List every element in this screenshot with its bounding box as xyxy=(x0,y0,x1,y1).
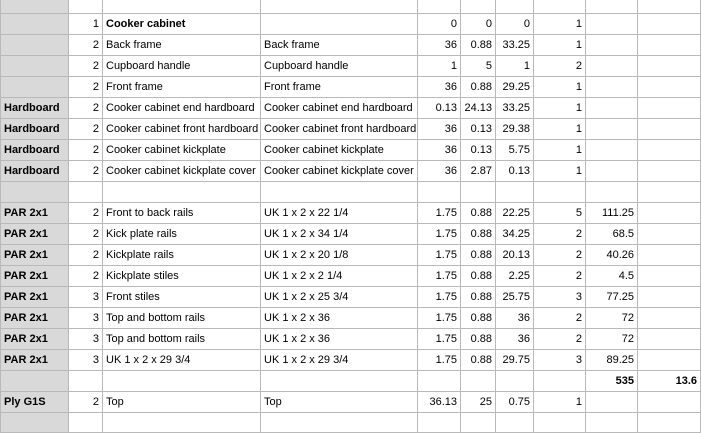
count-cell[interactable]: 2 xyxy=(534,307,586,328)
dimension-b-cell[interactable]: 0.88 xyxy=(461,286,496,307)
description-cell[interactable]: Front frame xyxy=(261,77,418,98)
total-cell[interactable] xyxy=(586,412,638,432)
description-cell[interactable]: UK 1 x 2 x 36 xyxy=(261,328,418,349)
qty-cell[interactable]: 3 xyxy=(69,328,103,349)
count-cell[interactable]: 1 xyxy=(534,77,586,98)
extra-cell[interactable] xyxy=(638,119,701,140)
dimension-a-cell[interactable] xyxy=(418,370,461,391)
material-cell[interactable]: Hardboard xyxy=(1,119,69,140)
part-name-cell[interactable]: Front frame xyxy=(103,77,261,98)
table-row xyxy=(1,0,701,14)
dimension-a-cell[interactable]: 1.75 xyxy=(418,328,461,349)
extra-cell[interactable] xyxy=(638,14,701,35)
qty-cell[interactable] xyxy=(69,182,103,202)
dimension-c-cell[interactable]: 33.25 xyxy=(496,35,534,56)
dimension-b-cell[interactable]: 0.13 xyxy=(461,140,496,161)
dimension-c-cell[interactable]: 5.75 xyxy=(496,140,534,161)
table-row xyxy=(1,328,701,349)
dimension-b-cell[interactable]: 0.88 xyxy=(461,328,496,349)
material-cell[interactable]: PAR 2x1 xyxy=(1,286,69,307)
extra-cell[interactable] xyxy=(638,412,701,432)
material-cell[interactable]: PAR 2x1 xyxy=(1,328,69,349)
table-row xyxy=(1,391,701,412)
extra-cell[interactable] xyxy=(638,98,701,119)
material-cell[interactable] xyxy=(1,35,69,56)
description-cell[interactable]: Cooker cabinet kickplate xyxy=(261,140,418,161)
part-name-cell[interactable]: Cupboard handle xyxy=(103,56,261,77)
extra-cell[interactable] xyxy=(638,0,701,14)
qty-cell[interactable]: 2 xyxy=(69,98,103,119)
description-cell[interactable]: UK 1 x 2 x 29 3/4 xyxy=(261,349,418,370)
count-cell[interactable] xyxy=(534,0,586,14)
count-cell[interactable]: 2 xyxy=(534,265,586,286)
dimension-b-cell[interactable]: 24.13 xyxy=(461,98,496,119)
count-cell[interactable]: 1 xyxy=(534,98,586,119)
qty-cell[interactable]: 3 xyxy=(69,286,103,307)
count-cell[interactable]: 2 xyxy=(534,56,586,77)
total-cell[interactable] xyxy=(586,56,638,77)
description-cell[interactable]: Cooker cabinet front hardboard xyxy=(261,119,418,140)
total-cell[interactable] xyxy=(586,391,638,412)
qty-cell[interactable] xyxy=(69,412,103,432)
description-cell[interactable]: Back frame xyxy=(261,35,418,56)
total-cell[interactable] xyxy=(586,0,638,14)
description-cell[interactable] xyxy=(261,182,418,202)
count-cell[interactable]: 2 xyxy=(534,223,586,244)
extra-cell[interactable] xyxy=(638,349,701,370)
dimension-c-cell[interactable]: 22.25 xyxy=(496,202,534,223)
dimension-c-cell[interactable]: 29.25 xyxy=(496,77,534,98)
dimension-a-cell[interactable]: 1.75 xyxy=(418,349,461,370)
table-row xyxy=(1,370,701,391)
dimension-b-cell[interactable] xyxy=(461,412,496,432)
qty-cell[interactable]: 2 xyxy=(69,140,103,161)
part-name-cell[interactable] xyxy=(103,370,261,391)
count-cell[interactable]: 3 xyxy=(534,349,586,370)
qty-cell[interactable]: 2 xyxy=(69,202,103,223)
part-name-cell[interactable]: Kickplate rails xyxy=(103,244,261,265)
total-cell[interactable] xyxy=(586,98,638,119)
count-cell[interactable] xyxy=(534,370,586,391)
table-row xyxy=(1,77,701,98)
extra-cell[interactable] xyxy=(638,35,701,56)
extra-cell[interactable] xyxy=(638,140,701,161)
material-cell[interactable]: PAR 2x1 xyxy=(1,202,69,223)
dimension-a-cell[interactable]: 36 xyxy=(418,77,461,98)
extra-cell[interactable] xyxy=(638,56,701,77)
dimension-b-cell[interactable]: 25 xyxy=(461,391,496,412)
qty-cell[interactable]: 2 xyxy=(69,119,103,140)
part-name-cell[interactable] xyxy=(103,412,261,432)
table-row xyxy=(1,349,701,370)
dimension-a-cell[interactable]: 36 xyxy=(418,140,461,161)
extra-cell[interactable] xyxy=(638,265,701,286)
table-row xyxy=(1,35,701,56)
dimension-b-cell[interactable]: 2.87 xyxy=(461,161,496,182)
part-name-cell[interactable]: Cooker cabinet kickplate xyxy=(103,140,261,161)
table-row xyxy=(1,223,701,244)
dimension-a-cell[interactable]: 36 xyxy=(418,161,461,182)
description-cell[interactable]: Cooker cabinet end hardboard xyxy=(261,98,418,119)
count-cell[interactable]: 1 xyxy=(534,35,586,56)
qty-cell[interactable] xyxy=(69,0,103,14)
dimension-a-cell[interactable]: 36 xyxy=(418,35,461,56)
dimension-a-cell[interactable]: 1.75 xyxy=(418,244,461,265)
part-name-cell[interactable]: Front stiles xyxy=(103,286,261,307)
count-cell[interactable]: 1 xyxy=(534,161,586,182)
material-cell[interactable]: Hardboard xyxy=(1,98,69,119)
dimension-a-cell[interactable] xyxy=(418,412,461,432)
qty-cell[interactable]: 2 xyxy=(69,77,103,98)
description-cell[interactable]: UK 1 x 2 x 20 1/8 xyxy=(261,244,418,265)
total-cell[interactable]: 4.5 xyxy=(586,265,638,286)
dimension-b-cell[interactable]: 0.88 xyxy=(461,202,496,223)
count-cell[interactable]: 3 xyxy=(534,286,586,307)
count-cell[interactable] xyxy=(534,182,586,202)
dimension-a-cell[interactable]: 1.75 xyxy=(418,286,461,307)
extra-cell[interactable] xyxy=(638,223,701,244)
dimension-b-cell[interactable]: 0.88 xyxy=(461,223,496,244)
part-name-cell[interactable]: Kickplate stiles xyxy=(103,265,261,286)
dimension-c-cell[interactable]: 36 xyxy=(496,307,534,328)
extra-cell[interactable] xyxy=(638,77,701,98)
dimension-c-cell[interactable] xyxy=(496,0,534,14)
dimension-a-cell[interactable]: 1.75 xyxy=(418,202,461,223)
material-cell[interactable]: Ply G1S xyxy=(1,391,69,412)
table-row xyxy=(1,161,701,182)
count-cell[interactable]: 2 xyxy=(534,328,586,349)
extra-cell[interactable] xyxy=(638,307,701,328)
description-cell[interactable] xyxy=(261,370,418,391)
extra-cell[interactable] xyxy=(638,328,701,349)
description-cell[interactable] xyxy=(261,14,418,35)
dimension-c-cell[interactable]: 29.75 xyxy=(496,349,534,370)
dimension-c-cell[interactable] xyxy=(496,370,534,391)
dimension-b-cell[interactable]: 0.88 xyxy=(461,349,496,370)
description-cell[interactable] xyxy=(261,0,418,14)
total-cell[interactable]: 72 xyxy=(586,328,638,349)
extra-cell[interactable] xyxy=(638,391,701,412)
table-body xyxy=(1,0,701,433)
dimension-b-cell[interactable]: 0.88 xyxy=(461,307,496,328)
count-cell[interactable]: 1 xyxy=(534,140,586,161)
dimension-c-cell[interactable]: 0.13 xyxy=(496,161,534,182)
dimension-c-cell[interactable]: 34.25 xyxy=(496,223,534,244)
dimension-b-cell[interactable]: 5 xyxy=(461,56,496,77)
total-cell[interactable] xyxy=(586,182,638,202)
material-cell[interactable]: PAR 2x1 xyxy=(1,265,69,286)
table-row xyxy=(1,98,701,119)
qty-cell[interactable]: 2 xyxy=(69,391,103,412)
part-name-cell[interactable]: UK 1 x 2 x 29 3/4 xyxy=(103,349,261,370)
total-cell[interactable]: 77.25 xyxy=(586,286,638,307)
dimension-a-cell[interactable]: 36 xyxy=(418,119,461,140)
total-cell[interactable]: 72 xyxy=(586,307,638,328)
material-cell[interactable]: Hardboard xyxy=(1,140,69,161)
qty-cell[interactable]: 3 xyxy=(69,307,103,328)
dimension-b-cell[interactable] xyxy=(461,182,496,202)
count-cell[interactable]: 1 xyxy=(534,14,586,35)
material-cell[interactable] xyxy=(1,182,69,202)
extra-cell[interactable] xyxy=(638,202,701,223)
description-cell[interactable]: UK 1 x 2 x 25 3/4 xyxy=(261,286,418,307)
dimension-a-cell[interactable]: 1.75 xyxy=(418,265,461,286)
total-cell[interactable] xyxy=(586,119,638,140)
qty-cell[interactable]: 2 xyxy=(69,244,103,265)
dimension-a-cell[interactable] xyxy=(418,182,461,202)
dimension-b-cell[interactable]: 0.13 xyxy=(461,119,496,140)
dimension-c-cell[interactable]: 0 xyxy=(496,14,534,35)
description-cell[interactable] xyxy=(261,412,418,432)
total-cell[interactable] xyxy=(586,77,638,98)
dimension-b-cell[interactable]: 0.88 xyxy=(461,244,496,265)
description-cell[interactable]: UK 1 x 2 x 34 1/4 xyxy=(261,223,418,244)
part-name-cell[interactable]: Cooker cabinet front hardboard xyxy=(103,119,261,140)
dimension-a-cell[interactable]: 1 xyxy=(418,56,461,77)
dimension-c-cell[interactable]: 1 xyxy=(496,56,534,77)
qty-cell[interactable]: 2 xyxy=(69,161,103,182)
description-cell[interactable]: Cooker cabinet kickplate cover xyxy=(261,161,418,182)
part-name-cell[interactable]: Front to back rails xyxy=(103,202,261,223)
dimension-c-cell[interactable]: 25.75 xyxy=(496,286,534,307)
qty-cell[interactable]: 2 xyxy=(69,223,103,244)
dimension-c-cell[interactable]: 2.25 xyxy=(496,265,534,286)
total-cell[interactable]: 40.26 xyxy=(586,244,638,265)
part-name-cell[interactable]: Top and bottom rails xyxy=(103,328,261,349)
table-row xyxy=(1,244,701,265)
part-name-cell[interactable] xyxy=(103,182,261,202)
material-cell[interactable]: PAR 2x1 xyxy=(1,244,69,265)
table-row xyxy=(1,412,701,432)
dimension-a-cell[interactable]: 0 xyxy=(418,14,461,35)
extra-cell[interactable] xyxy=(638,182,701,202)
total-cell[interactable] xyxy=(586,161,638,182)
material-cell[interactable] xyxy=(1,412,69,432)
total-cell[interactable]: 68.5 xyxy=(586,223,638,244)
dimension-a-cell[interactable] xyxy=(418,0,461,14)
count-cell[interactable]: 2 xyxy=(534,244,586,265)
count-cell[interactable]: 5 xyxy=(534,202,586,223)
dimension-c-cell[interactable] xyxy=(496,412,534,432)
total-cell[interactable] xyxy=(586,35,638,56)
dimension-b-cell[interactable]: 0 xyxy=(461,14,496,35)
material-cell[interactable]: PAR 2x1 xyxy=(1,349,69,370)
dimension-a-cell[interactable]: 1.75 xyxy=(418,223,461,244)
qty-cell[interactable]: 1 xyxy=(69,14,103,35)
table-row xyxy=(1,14,701,35)
count-cell[interactable]: 1 xyxy=(534,119,586,140)
material-cell[interactable] xyxy=(1,370,69,391)
table-row xyxy=(1,119,701,140)
table-row xyxy=(1,202,701,223)
total-cell[interactable] xyxy=(586,140,638,161)
qty-cell[interactable] xyxy=(69,370,103,391)
description-cell[interactable]: UK 1 x 2 x 22 1/4 xyxy=(261,202,418,223)
dimension-b-cell[interactable]: 0.88 xyxy=(461,35,496,56)
part-name-cell[interactable]: Cooker cabinet kickplate cover xyxy=(103,161,261,182)
dimension-c-cell[interactable]: 0.75 xyxy=(496,391,534,412)
dimension-a-cell[interactable]: 36.13 xyxy=(418,391,461,412)
total-cell[interactable]: 535 xyxy=(586,370,638,391)
material-cell[interactable] xyxy=(1,0,69,14)
total-cell[interactable] xyxy=(586,14,638,35)
qty-cell[interactable]: 2 xyxy=(69,35,103,56)
total-cell[interactable]: 89.25 xyxy=(586,349,638,370)
dimension-c-cell[interactable]: 20.13 xyxy=(496,244,534,265)
dimension-c-cell[interactable]: 36 xyxy=(496,328,534,349)
extra-cell[interactable]: 13.6 xyxy=(638,370,701,391)
part-name-cell[interactable] xyxy=(103,0,261,14)
part-name-cell[interactable]: Cooker cabinet end hardboard xyxy=(103,98,261,119)
dimension-a-cell[interactable]: 1.75 xyxy=(418,307,461,328)
material-cell[interactable] xyxy=(1,56,69,77)
count-cell[interactable] xyxy=(534,412,586,432)
description-cell[interactable]: Cupboard handle xyxy=(261,56,418,77)
part-name-cell[interactable]: Top and bottom rails xyxy=(103,307,261,328)
table-row xyxy=(1,140,701,161)
extra-cell[interactable] xyxy=(638,286,701,307)
dimension-c-cell[interactable]: 29.38 xyxy=(496,119,534,140)
dimension-a-cell[interactable]: 0.13 xyxy=(418,98,461,119)
count-cell[interactable]: 1 xyxy=(534,391,586,412)
table-row xyxy=(1,182,701,202)
qty-cell[interactable]: 3 xyxy=(69,349,103,370)
part-name-cell[interactable]: Cooker cabinet xyxy=(103,14,261,35)
qty-cell[interactable]: 2 xyxy=(69,56,103,77)
dimension-b-cell[interactable] xyxy=(461,0,496,14)
part-name-cell[interactable]: Kick plate rails xyxy=(103,223,261,244)
extra-cell[interactable] xyxy=(638,161,701,182)
table-row xyxy=(1,307,701,328)
description-cell[interactable]: Top xyxy=(261,391,418,412)
dimension-b-cell[interactable]: 0.88 xyxy=(461,77,496,98)
dimension-c-cell[interactable]: 33.25 xyxy=(496,98,534,119)
table-row xyxy=(1,286,701,307)
total-cell[interactable]: 111.25 xyxy=(586,202,638,223)
dimension-b-cell[interactable] xyxy=(461,370,496,391)
table-row xyxy=(1,265,701,286)
part-name-cell[interactable]: Top xyxy=(103,391,261,412)
dimension-c-cell[interactable] xyxy=(496,182,534,202)
qty-cell[interactable]: 2 xyxy=(69,265,103,286)
material-cell[interactable]: PAR 2x1 xyxy=(1,223,69,244)
description-cell[interactable]: UK 1 x 2 x 36 xyxy=(261,307,418,328)
extra-cell[interactable] xyxy=(638,244,701,265)
dimension-b-cell[interactable]: 0.88 xyxy=(461,265,496,286)
part-name-cell[interactable]: Back frame xyxy=(103,35,261,56)
material-cell[interactable] xyxy=(1,14,69,35)
material-cell[interactable]: Hardboard xyxy=(1,161,69,182)
table-row xyxy=(1,56,701,77)
description-cell[interactable]: UK 1 x 2 x 2 1/4 xyxy=(261,265,418,286)
material-cell[interactable]: PAR 2x1 xyxy=(1,307,69,328)
material-cell[interactable] xyxy=(1,77,69,98)
